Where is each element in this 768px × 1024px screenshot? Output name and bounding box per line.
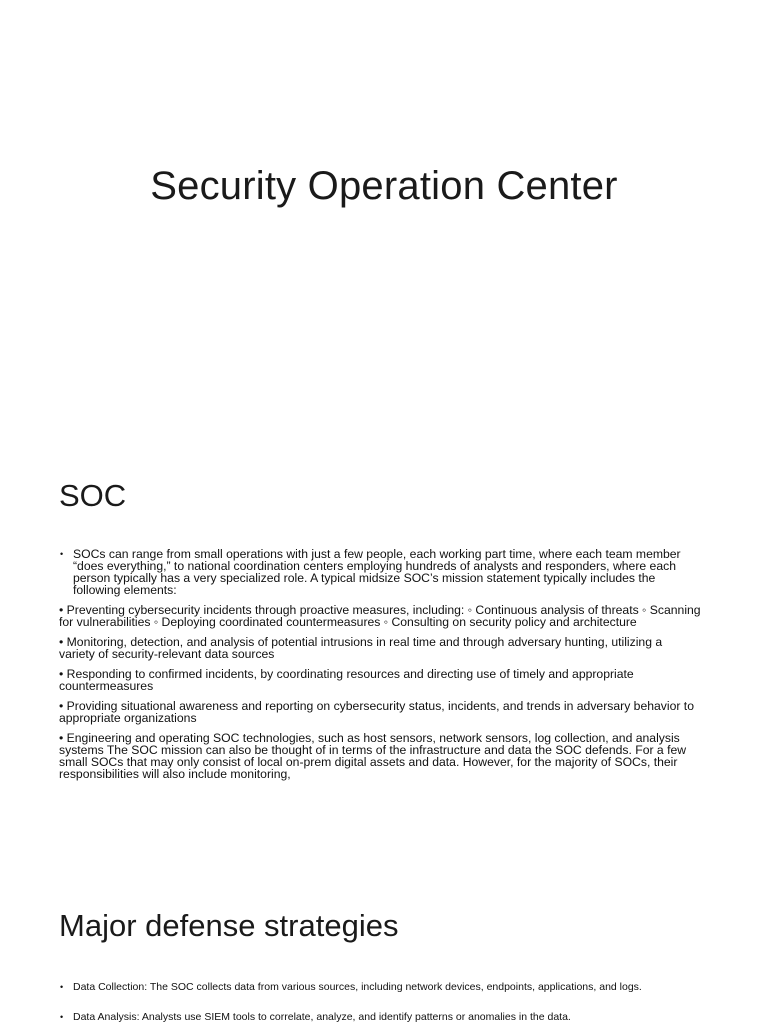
list-item-text: Data Collection: The SOC collects data from various sources, including network devices, endpoints, applications, and logs. bbox=[73, 981, 642, 993]
slide-title: Security Operation Center bbox=[150, 164, 618, 208]
bullet-dot: • bbox=[60, 1012, 64, 1022]
soc-paragraph: • Providing situational awareness and reporting on cybersecurity status, incidents, and trends in adversary behavior to appropriate organizations bbox=[59, 699, 694, 725]
list-item-text: Data Analysis: Analysts use SIEM tools to correlate, analyze, and identify patterns or anomalies in the data. bbox=[73, 1011, 571, 1023]
soc-paragraph: • Preventing cybersecurity incidents through proactive measures, including: ◦ Continuous analysis of threats ◦ Scanning for vulnerabilities ◦ Deploying coordinated countermeasures ◦ Consulting on security policy and architecture bbox=[59, 603, 701, 629]
defense-heading: Major defense strategies bbox=[59, 908, 399, 943]
list-item bbox=[59, 1010, 709, 1024]
soc-body bbox=[59, 548, 701, 788]
soc-slide bbox=[0, 432, 768, 864]
defense-list bbox=[59, 980, 709, 1024]
soc-paragraph: • Monitoring, detection, and analysis of potential intrusions in real time and through adversary hunting, utilizing a variety of security-relevant data sources bbox=[59, 635, 663, 661]
soc-paragraph: • Responding to confirmed incidents, by coordinating resources and directing use of timely and appropriate countermeasures bbox=[59, 667, 634, 693]
soc-heading: SOC bbox=[59, 478, 127, 513]
title-slide bbox=[0, 0, 768, 432]
soc-intro-bullet bbox=[59, 548, 701, 596]
soc-paragraph: • Engineering and operating SOC technologies, such as host sensors, network sensors, log collection, and analysis systems The SOC mission can also be thought of in terms of the infrastructure and data the SOC defends. For a few small SOCs that may only consist of local on-prem digital assets and data. However, for the majority of SOCs, their responsibilities will also include monitoring, bbox=[59, 731, 687, 781]
list-item bbox=[59, 980, 709, 994]
bullet-dot: • bbox=[60, 549, 64, 559]
bullet-dot: • bbox=[60, 982, 64, 992]
soc-intro-text: SOCs can range from small operations with just a few people, each working part time, where each team member “does everything,” to national coordination centers employing hundreds of analysts and responders, where each person typically has a very specialized role. A typical midsize SOC’s mission statement typically includes the following elements: bbox=[73, 547, 681, 597]
defense-strategies-slide bbox=[0, 864, 768, 1024]
